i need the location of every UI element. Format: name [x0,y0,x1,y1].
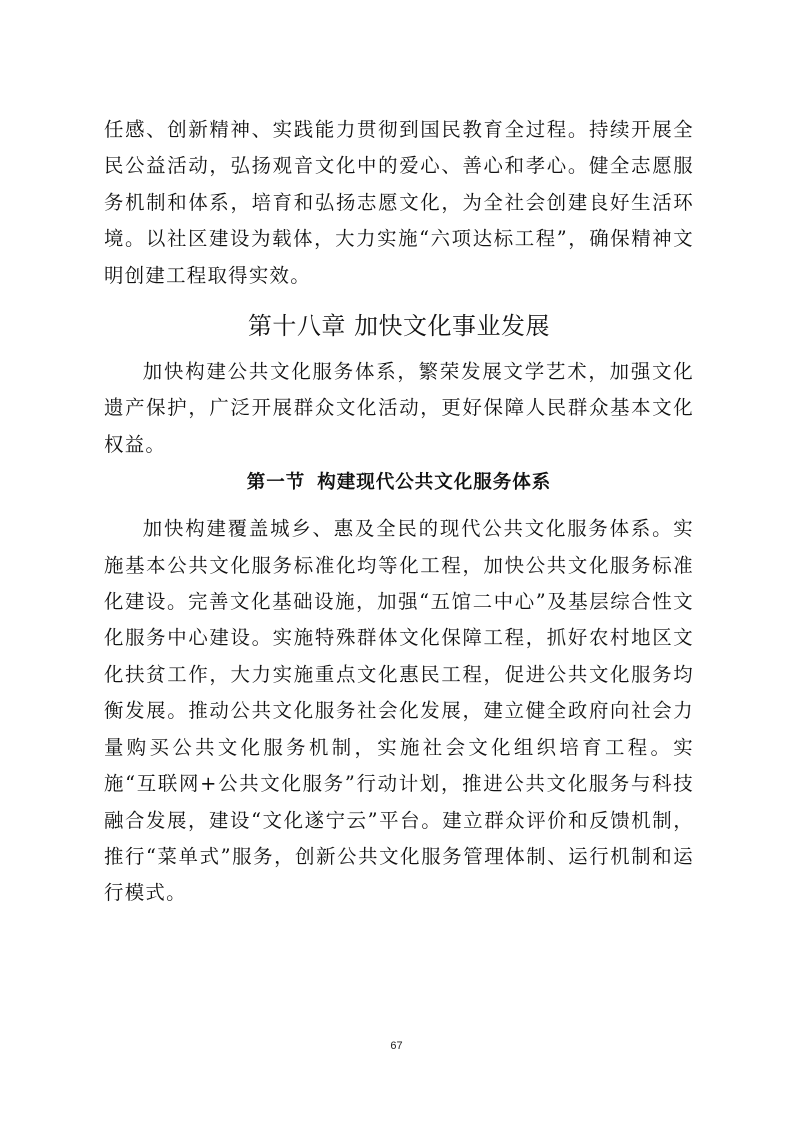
chapter-heading [104,308,694,344]
chapter-summary: 加快构建公共文化服务体系，繁荣发展文学艺术，加强文化遗产保护，广泛开展群众文化活动，更好保障人民群众基本文化权益。 [104,360,694,456]
intro-paragraph: 任感、创新精神、实践能力贯彻到国民教育全过程。持续开展全民公益活动，弘扬观音文化中的爱心、善心和孝心。健全志愿服务机制和体系，培育和弘扬志愿文化，为全社会创建良好生活环境。以社区建设为载体，大力实施“六项达标工程”，确保精神文明创建工程取得实效。 [104,118,694,287]
page-number: 67 [390,1040,403,1052]
section-heading [104,467,694,499]
section-title: 构建现代公共文化服务体系 [317,472,552,494]
chapter-number: 第十八章 [247,312,346,341]
section-number: 第一节 [246,472,306,494]
section-body: 加快构建覆盖城乡、惠及全民的现代公共文化服务体系。实施基本公共文化服务标准化均等化工程，加快公共文化服务标准化建设。完善文化基础设施，加强“五馆二中心”及基层综合性文化服务中心建设。实施特殊群体文化保障工程，抓好农村地区文化扶贫工作，大力实施重点文化惠民工程，促进公共文化服务均衡发展。推动公共文化服务社会化发展，建立健全政府向社会力量购买公共文化服务机制，实施社会文化组织培育工程。实施“互联网+公共文化服务”行动计划，推进公共文化服务与科技融合发展，建设“文化遂宁云”平台。建立群众评价和反馈机制，推行“菜单式”服务，创新公共文化服务管理体制、运行机制和运行模式。 [104,517,694,905]
chapter-title: 加快文化事业发展 [354,312,551,341]
page-content [104,112,694,912]
